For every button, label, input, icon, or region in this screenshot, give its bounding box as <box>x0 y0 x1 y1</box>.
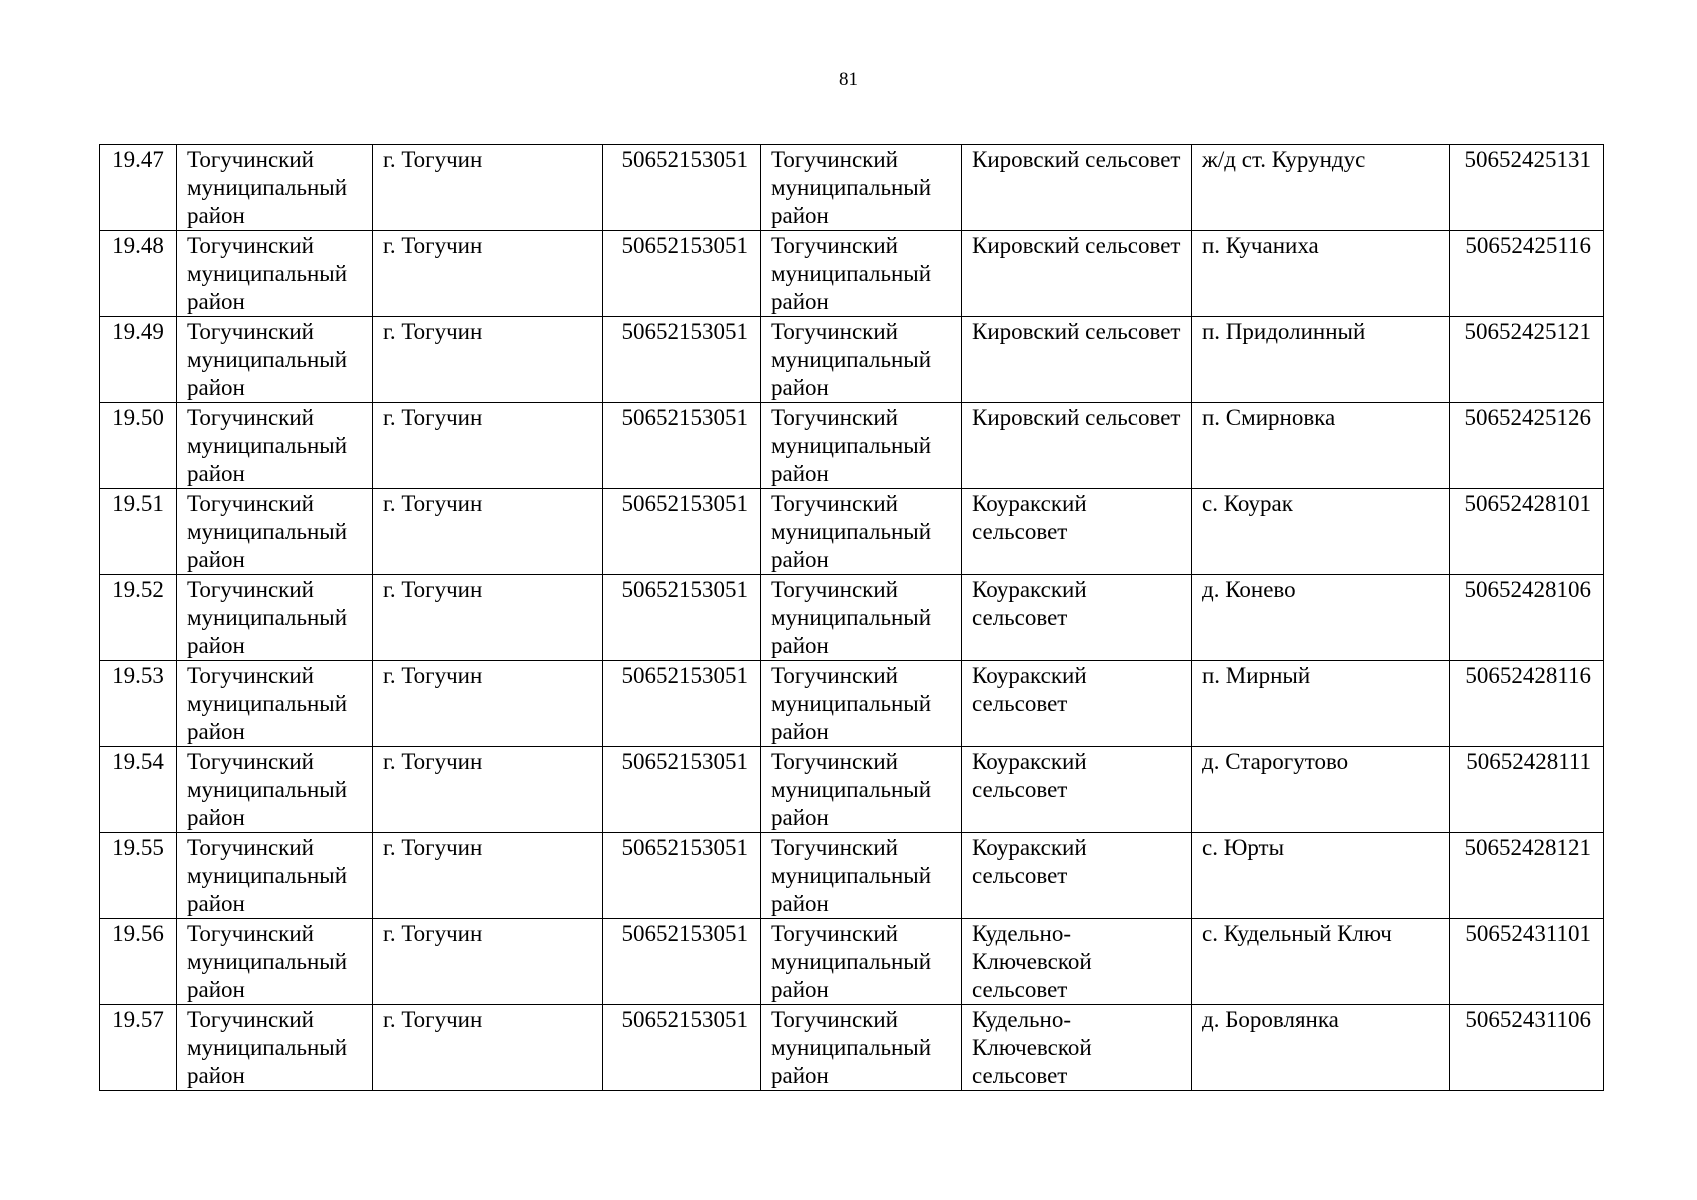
document-table <box>99 144 1604 1091</box>
row-number: 19.53 <box>100 661 177 747</box>
center-code-cell: 50652153051 <box>603 231 761 317</box>
settlement-code-cell: 50652428106 <box>1450 575 1604 661</box>
center-code-cell: 50652153051 <box>603 919 761 1005</box>
settlement-code-cell: 50652428111 <box>1450 747 1604 833</box>
center-code-cell: 50652153051 <box>603 403 761 489</box>
settlement-code-cell: 50652428101 <box>1450 489 1604 575</box>
district2-cell: Тогучинский муниципальный район <box>761 489 962 575</box>
council-cell: Кудельно-Ключевской сельсовет <box>962 919 1192 1005</box>
center-cell: г. Тогучин <box>373 1005 603 1091</box>
settlement-code-cell: 50652425126 <box>1450 403 1604 489</box>
district-cell: Тогучинский муниципальный район <box>177 661 373 747</box>
district2-cell: Тогучинский муниципальный район <box>761 661 962 747</box>
center-code-cell: 50652153051 <box>603 833 761 919</box>
district2-cell: Тогучинский муниципальный район <box>761 833 962 919</box>
settlement-cell: п. Кучаниха <box>1192 231 1450 317</box>
settlement-cell: п. Смирновка <box>1192 403 1450 489</box>
center-cell: г. Тогучин <box>373 833 603 919</box>
district2-cell: Тогучинский муниципальный район <box>761 1005 962 1091</box>
center-cell: г. Тогучин <box>373 575 603 661</box>
settlement-code-cell: 50652428121 <box>1450 833 1604 919</box>
council-cell: Коуракский сельсовет <box>962 833 1192 919</box>
center-code-cell: 50652153051 <box>603 661 761 747</box>
district2-cell: Тогучинский муниципальный район <box>761 575 962 661</box>
center-cell: г. Тогучин <box>373 317 603 403</box>
district2-cell: Тогучинский муниципальный район <box>761 403 962 489</box>
district-cell: Тогучинский муниципальный район <box>177 145 373 231</box>
row-number: 19.52 <box>100 575 177 661</box>
table-row <box>100 661 1604 747</box>
table-row <box>100 403 1604 489</box>
district-cell: Тогучинский муниципальный район <box>177 317 373 403</box>
district-cell: Тогучинский муниципальный район <box>177 403 373 489</box>
table-body <box>100 145 1604 1091</box>
district2-cell: Тогучинский муниципальный район <box>761 317 962 403</box>
district-cell: Тогучинский муниципальный район <box>177 575 373 661</box>
settlement-code-cell: 50652425121 <box>1450 317 1604 403</box>
row-number: 19.51 <box>100 489 177 575</box>
district-cell: Тогучинский муниципальный район <box>177 747 373 833</box>
district2-cell: Тогучинский муниципальный район <box>761 747 962 833</box>
row-number: 19.54 <box>100 747 177 833</box>
settlement-cell: с. Кудельный Ключ <box>1192 919 1450 1005</box>
district2-cell: Тогучинский муниципальный район <box>761 919 962 1005</box>
settlement-cell: п. Придолинный <box>1192 317 1450 403</box>
table-row <box>100 747 1604 833</box>
council-cell: Коуракский сельсовет <box>962 575 1192 661</box>
row-number: 19.48 <box>100 231 177 317</box>
center-code-cell: 50652153051 <box>603 145 761 231</box>
council-cell: Коуракский сельсовет <box>962 747 1192 833</box>
row-number: 19.50 <box>100 403 177 489</box>
district-cell: Тогучинский муниципальный район <box>177 1005 373 1091</box>
table-row <box>100 489 1604 575</box>
district-cell: Тогучинский муниципальный район <box>177 833 373 919</box>
table-row <box>100 833 1604 919</box>
district-cell: Тогучинский муниципальный район <box>177 231 373 317</box>
settlement-cell: ж/д ст. Курундус <box>1192 145 1450 231</box>
settlement-cell: д. Конево <box>1192 575 1450 661</box>
table-row <box>100 575 1604 661</box>
settlement-cell: д. Боровлянка <box>1192 1005 1450 1091</box>
row-number: 19.57 <box>100 1005 177 1091</box>
settlement-cell: с. Юрты <box>1192 833 1450 919</box>
settlement-cell: с. Коурак <box>1192 489 1450 575</box>
settlement-code-cell: 50652431101 <box>1450 919 1604 1005</box>
center-code-cell: 50652153051 <box>603 575 761 661</box>
district-cell: Тогучинский муниципальный район <box>177 919 373 1005</box>
center-cell: г. Тогучин <box>373 489 603 575</box>
council-cell: Коуракский сельсовет <box>962 661 1192 747</box>
row-number: 19.47 <box>100 145 177 231</box>
row-number: 19.56 <box>100 919 177 1005</box>
table-row <box>100 145 1604 231</box>
table-row <box>100 1005 1604 1091</box>
center-cell: г. Тогучин <box>373 231 603 317</box>
district-cell: Тогучинский муниципальный район <box>177 489 373 575</box>
row-number: 19.49 <box>100 317 177 403</box>
settlement-code-cell: 50652425131 <box>1450 145 1604 231</box>
settlement-code-cell: 50652425116 <box>1450 231 1604 317</box>
center-code-cell: 50652153051 <box>603 747 761 833</box>
council-cell: Кировский сельсовет <box>962 317 1192 403</box>
table-row <box>100 317 1604 403</box>
center-code-cell: 50652153051 <box>603 489 761 575</box>
center-cell: г. Тогучин <box>373 145 603 231</box>
center-cell: г. Тогучин <box>373 661 603 747</box>
center-cell: г. Тогучин <box>373 403 603 489</box>
row-number: 19.55 <box>100 833 177 919</box>
settlement-code-cell: 50652428116 <box>1450 661 1604 747</box>
center-cell: г. Тогучин <box>373 919 603 1005</box>
page-number: 81 <box>839 69 858 90</box>
district2-cell: Тогучинский муниципальный район <box>761 145 962 231</box>
center-cell: г. Тогучин <box>373 747 603 833</box>
center-code-cell: 50652153051 <box>603 317 761 403</box>
council-cell: Кировский сельсовет <box>962 145 1192 231</box>
table-row <box>100 231 1604 317</box>
council-cell: Кудельно-Ключевской сельсовет <box>962 1005 1192 1091</box>
district2-cell: Тогучинский муниципальный район <box>761 231 962 317</box>
table-row <box>100 919 1604 1005</box>
settlement-cell: п. Мирный <box>1192 661 1450 747</box>
council-cell: Кировский сельсовет <box>962 231 1192 317</box>
council-cell: Кировский сельсовет <box>962 403 1192 489</box>
center-code-cell: 50652153051 <box>603 1005 761 1091</box>
settlement-code-cell: 50652431106 <box>1450 1005 1604 1091</box>
council-cell: Коуракский сельсовет <box>962 489 1192 575</box>
settlement-cell: д. Старогутово <box>1192 747 1450 833</box>
